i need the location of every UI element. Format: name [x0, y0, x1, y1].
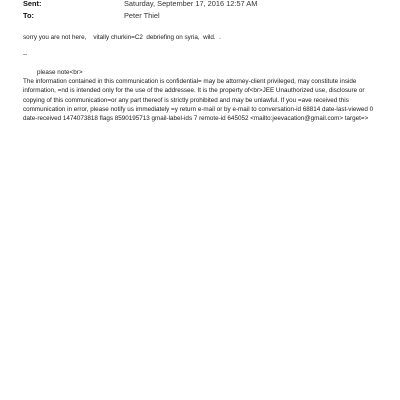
- to-row: [23, 10, 383, 22]
- message-line: sorry you are not here, vitally churkin=C2 debriefing on syria, wild. .: [23, 34, 221, 41]
- note-line: please note<br>: [37, 69, 83, 76]
- confidentiality-disclaimer: The information contained in this communication is confidential= may be attorney-client privileged, may constitute inside information, =nd is intended only for the use of the addressee. It is the property of<br>JEE Unauthorized use, disclosure or copying of this communication=or any part thereof is strictly prohibited and may be unlawful. If you =ave received this communication in error, please notify us immediately =y return e-mail or by e-mail to conversation-id 68814 date-last-viewed 0 date-received 1474073818 flags 8590195713 gmail-label-ids 7 remote-id 645052 <mailto:jeevacation@gmail.com> target=>: [23, 78, 374, 123]
- sent-value: Saturday, September 17, 2016 12:57 AM: [124, 0, 258, 8]
- sent-label: Sent:: [23, 0, 42, 8]
- to-value: Peter Thiel: [124, 11, 160, 20]
- to-label: To:: [23, 11, 34, 20]
- email-header: [23, 0, 383, 22]
- separator-line: --: [23, 51, 28, 58]
- sent-row: [23, 0, 383, 10]
